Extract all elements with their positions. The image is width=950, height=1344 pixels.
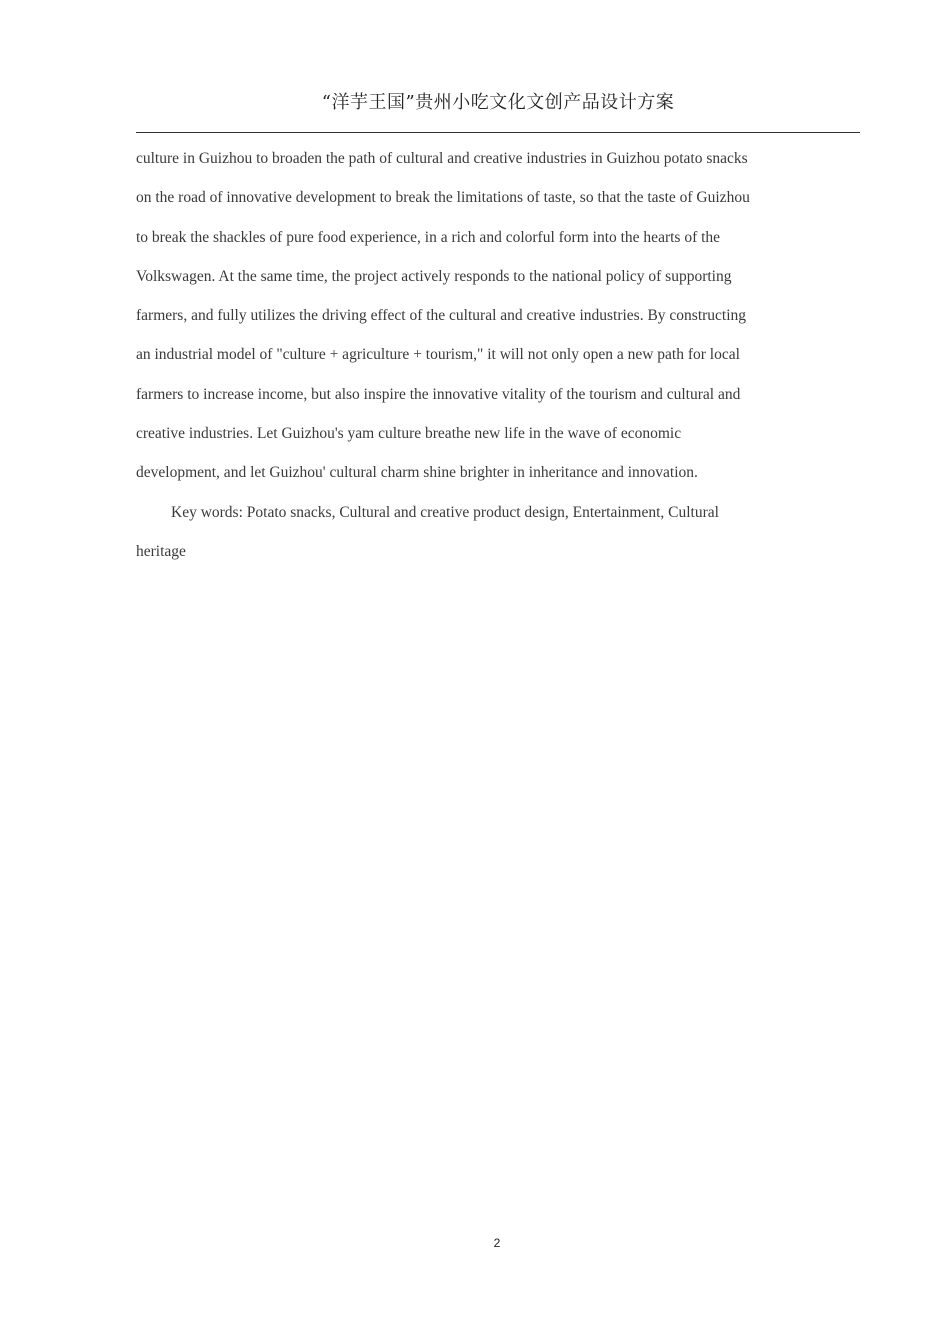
abstract-line: Volkswagen. At the same time, the project actively responds to the national policy of supporting [136,267,732,285]
abstract-line: farmers to increase income, but also inspire the innovative vitality of the tourism and cultural and [136,385,741,403]
abstract-line: farmers, and fully utilizes the driving effect of the cultural and creative industries. By constructing [136,307,747,325]
page-number: 2 [493,1236,501,1250]
abstract-line: to break the shackles of pure food experience, in a rich and colorful form into the hearts of the [136,228,721,246]
keywords-line: Key words: Potato snacks, Cultural and creative product design, Entertainment, Cultural [171,503,719,521]
abstract-body [136,139,860,571]
abstract-line: an industrial model of "culture + agriculture + tourism," it will not only open a new path for local [136,346,740,364]
abstract-line: development, and let Guizhou' cultural charm shine brighter in inheritance and innovation. [136,464,698,482]
keywords-line-continued: heritage [136,542,186,560]
abstract-line: on the road of innovative development to break the limitations of taste, so that the taste of Guizhou [136,189,750,207]
abstract-line: culture in Guizhou to broaden the path of cultural and creative industries in Guizhou potato snacks [136,150,748,167]
abstract-line: creative industries. Let Guizhou's yam culture breathe new life in the wave of economic [136,425,682,443]
header-divider [136,132,860,133]
running-header-title: “洋芋王国”贵州小吃文化文创产品设计方案 [321,92,675,113]
